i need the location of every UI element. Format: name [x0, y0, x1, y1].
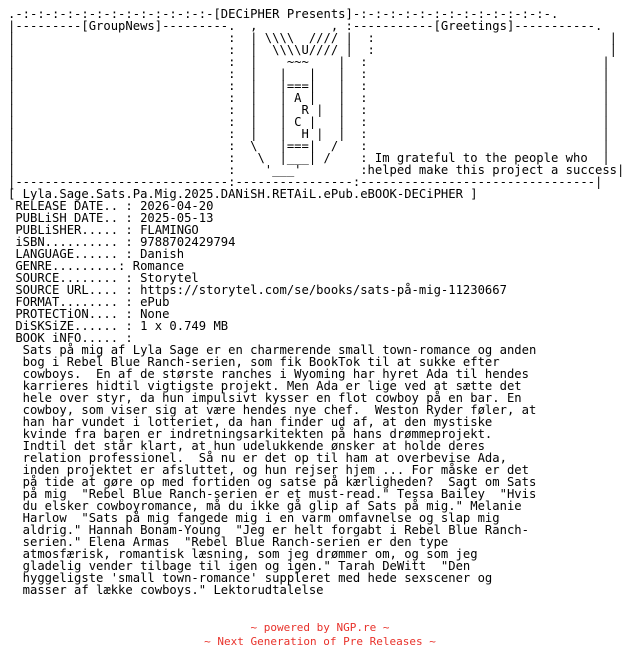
book-description: Sats på mig af Lyla Sage er en charmerende small town-romance og anden bog i Rebel Blue Ranch-serien, som fik BookTok til at sukke efter cowboys. En af de største ranches i Wyoming har hyret Ada til hendes karrieres hidtil vigtigste projekt. Men Ada er lige ved at sætte det hele over styr, da hun impulsivt kysser en flot cowboy på en bar. En cowboy, som viser sig at være hendes nye chef. Weston Ryder føler, at han har vundet i lotteriet, da han finder ud af, at den mystiske kvinde fra baren er indretningsarkitekten på hans drømmeprojekt. Indtil det står klart, at hun udelukkende ønsker at holde deres relation professionel. Så nu er det op til ham at overbevise Ada, inden projektet er afsluttet, og hun rejser hjem ... For måske er det på tide at gøre op med fortiden og satse på kærligheden? Sagt om Sats på mig "Rebel Blue Ranch-serien er et must-read." Tessa Bailey "Hvis du elsker cowboyromance, må du ikke gå glip af Sats på mig." Melanie Harlow "Sats på mig fangede mig i en varm omfavnelse og slap mig aldrig." Hannah Bonam-Young "Jeg er helt forgabt i Rebel Blue Ranch- serien." Elena Armas "Rebel Blue Ranch-serien er den type atmosfærisk, romantisk læsning, som jeg drømmer om, og som jeg gladelig vender tilbage til igen og igen." Tarah DeWitt "Den hyggeligste 'small town-romance' suppleret med hede sexscener og masser af lække cowboys." Lektorudtalelse	[22, 343, 537, 597]
release-info-fields: RELEASE DATE.. : 2026-04-20 PUBLiSH DATE.. : 2025-05-13 PUBLiSHER..... : FLAMINGO iSBN.......... : 9788702429794 LANGUAGE...... : Danish GENRE.........: Romance SOURCE........ : Storytel SOURCE URL.... : https://storytel.com/se/books/sats-på-mig-11230667 FORMAT........ : ePub PROTECTiON.... : None DiSKSiZE...... : 1 x 0.749 MB BOOK iNFO..... :	[15, 199, 507, 345]
header-ascii-art: .-:-:-:-:-:-:-:-:-:-:-:-:-:-[DECiPHER Presents]-:-:-:-:-:-:-:-:-:-:-:-:-:-. |---------[GroupNews]---------. , , :-----------[Greetings]-----------. | : | \\\\ //// | : | | : | \\\\U//// | : | | : | ~~~ | : | | : | | | | : | | : | |===| | : | | : | | A | | : | | : | | R | | : | | : | | C | | : | | : | | H | | : | | : \ |===| / : | | : \ |___| / : Im grateful to the people who | | : '___' :helped make this project a success| |-----------------------------:----------------:--------------------------------|	[8, 7, 625, 189]
nfo-document	[8, 8, 624, 596]
footer-tagline: ~ Next Generation of Pre Releases ~	[204, 635, 436, 648]
release-name: [ Lyla.Sage.Sats.Pa.Mig.2025.DANiSH.RETAiL.ePub.eBOOK-DECiPHER ]	[8, 187, 478, 201]
footer-powered-by: ~ powered by NGP.re ~	[250, 621, 390, 634]
